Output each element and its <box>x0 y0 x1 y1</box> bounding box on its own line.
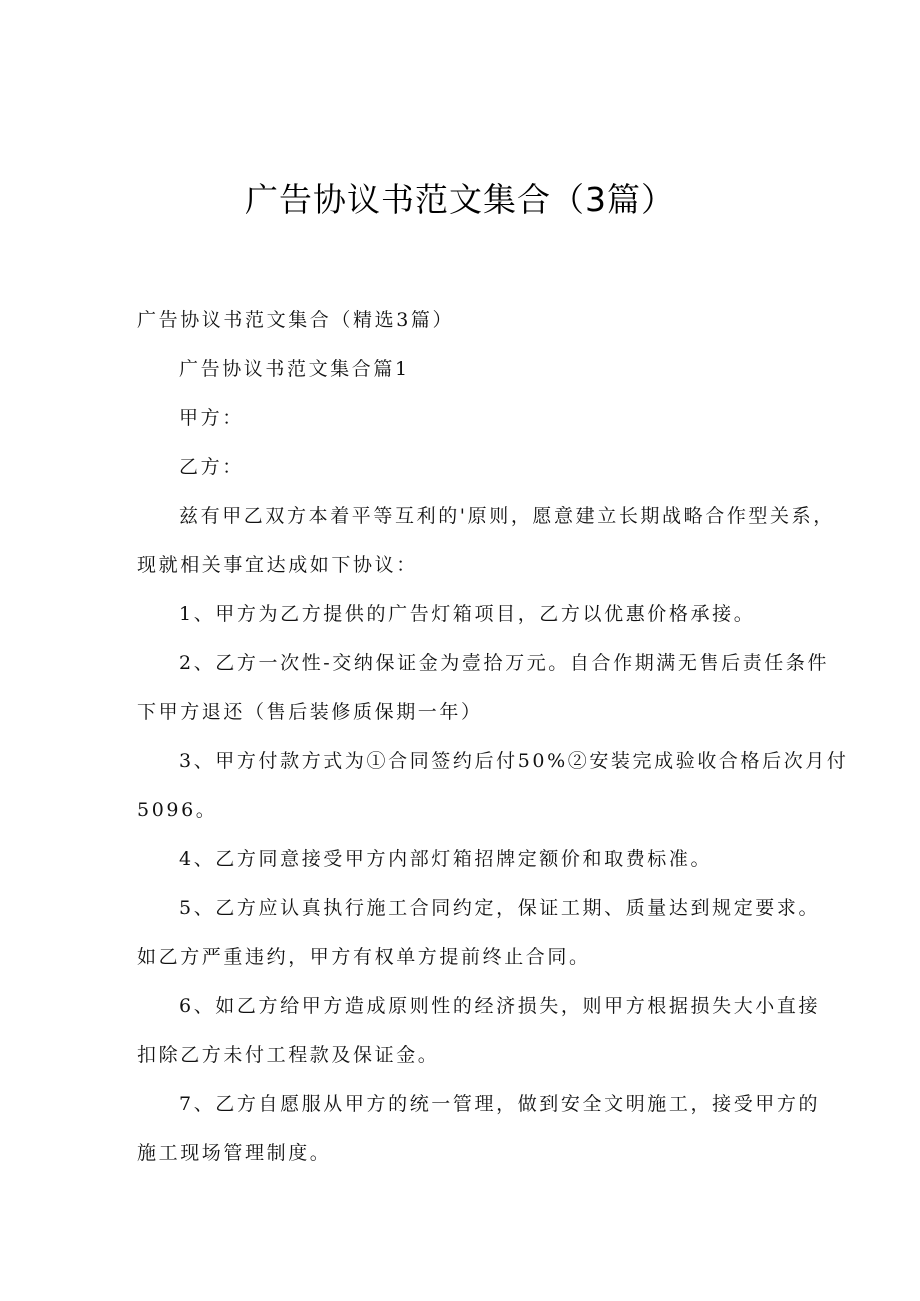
preamble-line-1: 兹有甲乙双方本着平等互利的'原则，愿意建立长期战略合作型关系， <box>179 505 835 527</box>
document-title: 广告协议书范文集合（3篇） <box>245 180 675 220</box>
clause-1-line-1: 1、甲方为乙方提供的广告灯箱项目，乙方以优惠价格承接。 <box>179 603 756 625</box>
clause-7-line-2: 施工现场管理制度。 <box>137 1142 332 1164</box>
clause-5-line-1: 5、乙方应认真执行施工合同约定，保证工期、质量达到规定要求。 <box>179 897 821 919</box>
clause-6-line-1: 6、如乙方给甲方造成原则性的经济损失，则甲方根据损失大小直接 <box>179 995 821 1017</box>
clause-7-line-1: 7、乙方自愿服从甲方的统一管理，做到安全文明施工，接受甲方的 <box>179 1093 821 1115</box>
clause-3-line-1: 3、甲方付款方式为①合同签约后付50%②安装完成验收合格后次月付 <box>179 750 849 772</box>
clause-6-line-2: 扣除乙方未付工程款及保证金。 <box>137 1044 440 1066</box>
section-heading: 广告协议书范文集合篇1 <box>179 358 410 380</box>
party-b-label: 乙方： <box>179 456 244 478</box>
clause-2-line-1: 2、乙方一次性-交纳保证金为壹拾万元。自合作期满无售后责任条件 <box>179 652 830 674</box>
clause-4-line-1: 4、乙方同意接受甲方内部灯箱招牌定额价和取费标准。 <box>179 848 713 870</box>
party-a-label: 甲方： <box>179 407 244 429</box>
clause-5-line-2: 如乙方严重违约，甲方有权单方提前终止合同。 <box>137 946 591 968</box>
clause-3-line-2: 5096。 <box>137 799 218 821</box>
subtitle-line: 广告协议书范文集合（精选3篇） <box>137 309 455 331</box>
preamble-line-2: 现就相关事宜达成如下协议： <box>137 554 418 576</box>
clause-2-line-2: 下甲方退还（售后装修质保期一年） <box>137 701 483 723</box>
